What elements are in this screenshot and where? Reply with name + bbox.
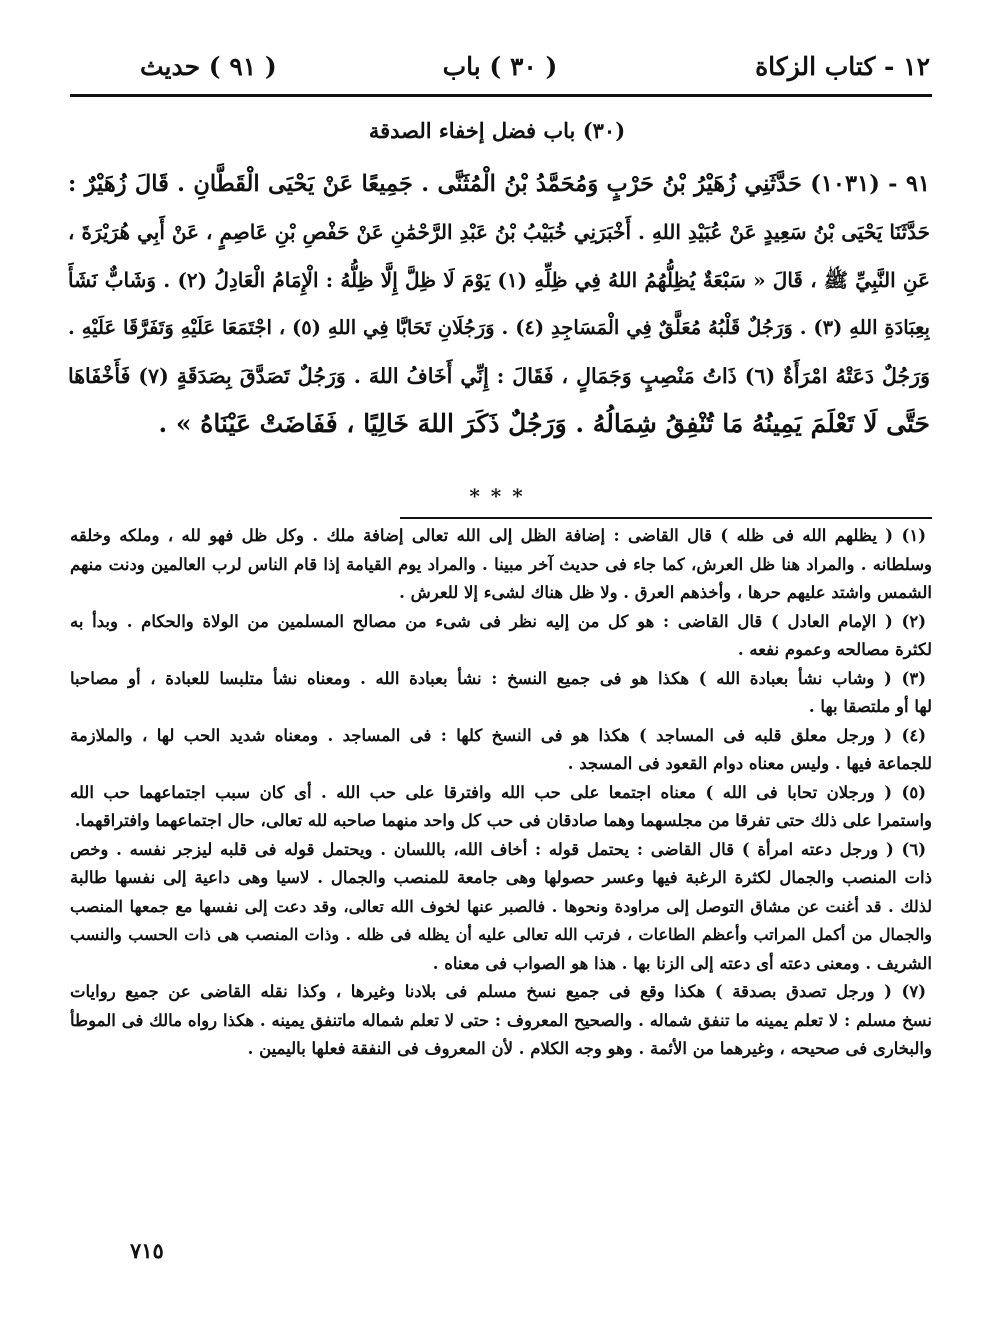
footnote-line: والجمال من أكمل المراتب وأعظم الطاعات ، فرتب الله تعالى عليه أن يظله فى ظله . وذات المنصب هى ذات الحسب والنسب [70,925,932,944]
footnote-line: لكثرة مصالحه وعموم نفعه . [737,640,932,659]
footnotes [70,522,932,1064]
footnote-line: واستمرا على ذلك حتى تفرقا من مجلسهما وهما صادقان فى حب كل واحد منهما صاحبه لله تعالى، حال اجتماعهما وافتراقهما. [74,811,932,830]
footnote-line: (٣) ( وشاب نشأ بعبادة الله ) هكذا هو فى جميع النسخ : نشأ بعبادة الله . ومعناه نشأ متلبسا للعبادة ، أو مصاحبا [70,668,926,688]
footnote-line: (٦) ( ورجل دعته امرأة ) قال القاضى : يحتمل قوله : أخاف الله، باللسان . ويحتمل قوله فى قلبه ليزجر نفسه . وخص [70,839,926,859]
section-title: (٣٠) باب فضل إخفاء الصدقة [368,118,626,143]
footnote-line: (١) ( يظلهم الله فى ظله ) قال القاضى : إضافة الظل إلى الله تعالى إضافة ملك . وكل ظل فهو لله ، وملكه وخلقه [70,526,926,545]
footnote-line: لذلك . قد أغنت عن مشاق التوصل إلى مراودة ونحوها . فالصبر عنها لخوف الله تعالى، وقد دعت إلى نفسها مع جمعها المنصب [70,896,932,916]
footnote-line: (٧) ( ورجل تصدق بصدقة ) هكذا وقع فى جميع نسخ مسلم فى بلادنا وغيرها ، وكذا نقله القاضى عن جميع روايات [70,982,926,1001]
footnote-line: (٤) ( ورجل معلق قلبه فى المساجد ) هكذا هو فى النسخ كلها : فى المساجد . ومعناه شديد الحب لها ، والملازمة [70,725,926,745]
footnote-3 [70,665,932,722]
hadith-line: عَنِ النَّبِيِّ ﷺ ، قَالَ « سَبْعَةٌ يُظِلُّهُمُ اللهُ فِي ظِلِّهِ (١) يَوْمَ لَا ظِلَّ إِلَّا ظِلُّهُ : الْإِمَامُ الْعَادِلُ (٢) . وَشَابٌّ نَشَأَ [68,268,930,292]
hadith-line: بِعِبَادَةِ اللهِ (٣) . وَرَجُلٌ قَلْبُهُ مُعَلَّقٌ فِي الْمَسَاجِدِ (٤) . وَرَجُلَانِ تَحَابَّا فِي اللهِ (٥) ، اجْتَمَعَا عَلَيْهِ وَتَفَرَّقَا عَلَيْهِ . [68,316,930,339]
footnote-5 [70,779,932,836]
footnote-line: الشريف . ومعنى دعته أى دعته إلى الزنا بها . هذا هو الصواب فى معناه . [432,953,932,973]
hadith-line: وَرَجُلٌ دَعَتْهُ امْرَأَةٌ (٦) ذَاتُ مَنْصِبٍ وَجَمَالٍ ، فَقَالَ : إِنِّي أَخَافُ اللهَ . وَرَجُلٌ تَصَدَّقَ بِصَدَقَةٍ (٧) فَأَخْفَاهَا [68,364,930,388]
footnote-1 [70,522,932,608]
footnote-line: للجماعة فيها . وليس معناه دوام القعود فى المسجد . [567,754,932,773]
running-head [70,52,930,94]
footnote-line: والبخارى فى صحيحه ، وغيرهما من الأئمة . وهو وجه الكلام . لأن المعروف فى النفقة فعلها باليمين . [247,1039,932,1058]
separator-stars: * * * [469,484,525,508]
footnote-line: نسخ مسلم : لا تعلم يمينه ما تنفق شماله . والصحيح المعروف : حتى لا تعلم شماله ماتنفق يمينه . هكذا رواه مالك فى الموطأ [70,1010,932,1030]
footnote-line: (٥) ( ورجلان تحابا فى الله ) معناه اجتمعا على حب الله وافترقا على حب الله . أى كان سبب اجتماعهما حب الله [70,782,926,802]
footnote-line: (٢) ( الإمام العادل ) قال القاضى : هو كل من إليه نظر فى شىء من مصالح المسلمين من الولاة والحكام . وبدأ به [70,611,926,631]
footnote-4 [70,722,932,779]
hadith-line: حَتَّى لَا تَعْلَمَ يَمِينُهُ مَا تُنْفِقُ شِمَالُهُ . وَرَجُلٌ ذَكَرَ اللهَ خَالِيًا ، فَفَاضَتْ عَيْنَاهُ » . [158,409,930,438]
running-head-chapter: ( ٣٠ ) باب [442,52,558,81]
running-head-hadith-number: ( ٩١ ) حديث [140,52,277,81]
footnote-line: وسلطانه . والمراد هنا ظل العرش، كما جاء فى حديث آخر مبينا . والمراد يوم القيامة إذا قام الناس لرب العالمين ودنت منهم [70,554,932,574]
hadith-text [68,160,930,448]
footnote-line: ذات المنصب والجمال لكثرة الرغبة فيها وعسر حصولها وهى جامعة للمنصب والجمال . لاسيا وهى داعية إلى نفسها طالبة [70,868,932,887]
hadith-line: حَدَّثَنَا يَحْيَى بْنُ سَعِيدٍ عَنْ عُبَيْدِ اللهِ . أَخْبَرَنِي خُبَيْبُ بْنُ عَبْدِ الرَّحْمَٰنِ عَنْ حَفْصِ بْنِ عَاصِمٍ ، عَنْ أَبِي هُرَيْرَةَ ، [68,220,930,244]
footnote-line: الشمس واشتد عليهم حرها ، وأخذهم العرق . ولا ظل هناك لشىء إلا للعرش . [399,583,932,602]
hadith-line: ٩١ - (١٠٣١) حَدَّثَنِي زُهَيْرُ بْنُ حَرْبٍ وَمُحَمَّدُ بْنُ الْمُثَنَّى . جَمِيعًا عَنْ يَحْيَى الْقَطَّانِ . قَالَ زُهَيْرٌ : [68,171,930,197]
footnote-7 [70,978,932,1064]
footnotes-rule [400,517,932,519]
page-number: ٧١٥ [130,1238,164,1263]
running-head-book: ١٢ - كتاب الزكاة [755,52,930,81]
header-rule [70,94,932,97]
footnote-line: لها أو ملتصقا بها . [808,697,932,716]
footnote-6 [70,836,932,979]
footnote-2 [70,608,932,665]
